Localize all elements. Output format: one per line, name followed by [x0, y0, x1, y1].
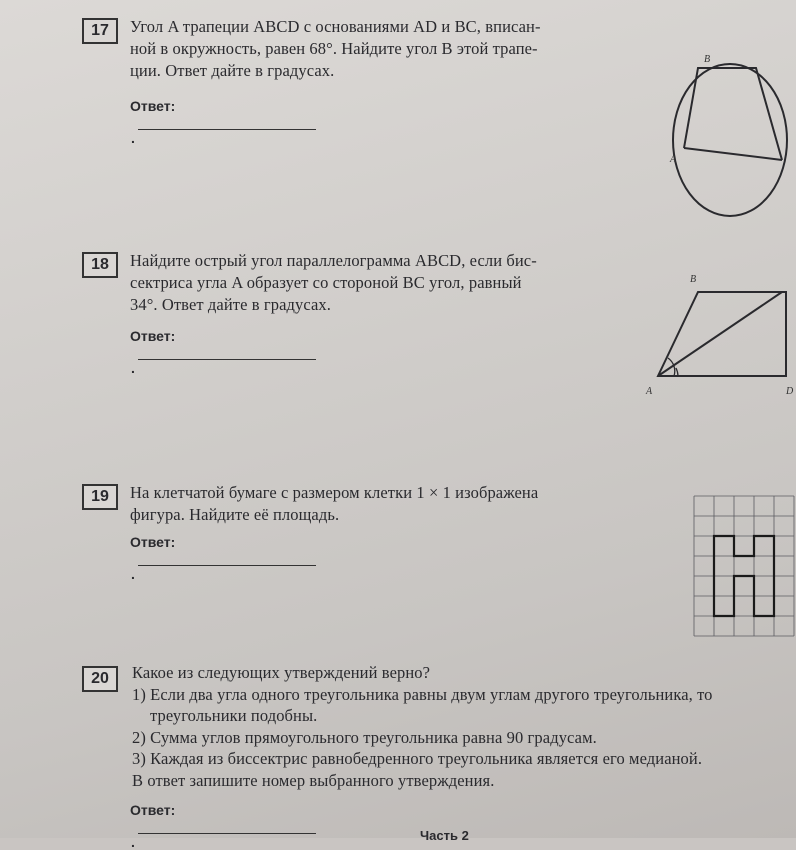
task-line: фигура. Найдите её площадь.: [130, 505, 340, 524]
answer-label: Ответ:: [130, 328, 176, 344]
statement-1-continued: треугольники подобны.: [150, 706, 318, 725]
vertex-label-b: B: [704, 54, 711, 65]
circle: [673, 64, 787, 216]
task-instruction: В ответ запишите номер выбранного утверждения.: [132, 770, 495, 790]
statement-1: 1) Если два угла одного треугольника равны двум углам другого треугольника, то: [132, 684, 713, 704]
task-line: сектриса угла A образует со стороной BC угол, равный: [130, 273, 522, 292]
grid-lines: [694, 496, 794, 636]
task-number: 17: [82, 18, 118, 44]
task-line: 34°. Ответ дайте в градусах.: [130, 295, 331, 314]
task-line: ции. Ответ дайте в градусах.: [130, 61, 335, 80]
answer-row: Ответ:.: [130, 534, 316, 582]
answer-row: Ответ:.: [130, 328, 316, 376]
task-text: [132, 662, 713, 791]
task-line: ной в окружность, равен 68°. Найдите угол B этой трапе-: [130, 39, 538, 58]
task-number: 19: [82, 484, 118, 510]
task-line: Угол A трапеции ABCD с основаниями AD и BC, вписан-: [130, 17, 541, 36]
vertex-label-b: B: [690, 274, 697, 285]
vertex-label-a: A: [646, 386, 653, 397]
task-text: [130, 482, 538, 526]
answer-field[interactable]: [138, 115, 316, 130]
answer-label: Ответ:: [130, 534, 176, 550]
statement-3: 3) Каждая из биссектрис равнобедренного треугольника является его медианой.: [132, 749, 703, 768]
vertex-label-d: D: [786, 386, 794, 397]
trapezoid-base: [684, 148, 782, 160]
grid-figure: [690, 492, 796, 650]
task-question: Какое из следующих утверждений верно?: [132, 663, 431, 682]
task-number: 18: [82, 252, 118, 278]
inscribed-trapezoid-figure: [660, 40, 796, 230]
answer-row: Ответ:.: [130, 802, 316, 850]
task-line: Найдите острый угол параллелограмма ABCD, если бис-: [130, 251, 537, 270]
task-text: [130, 16, 541, 82]
section-footer: Часть 2: [420, 828, 469, 843]
answer-field[interactable]: [138, 345, 316, 360]
task-number: 20: [82, 666, 118, 692]
answer-field[interactable]: [138, 551, 316, 566]
statement-2: 2) Сумма углов прямоугольного треугольника равна 90 градусам.: [132, 727, 597, 747]
bisector: [658, 292, 782, 376]
task-text: [130, 250, 537, 316]
answer-row: Ответ:.: [130, 98, 316, 146]
answer-label: Ответ:: [130, 98, 176, 114]
angle-arc: [676, 368, 678, 376]
answer-label: Ответ:: [130, 802, 176, 818]
task-line: На клетчатой бумаге с размером клетки 1 × 1 изображена: [130, 483, 539, 502]
vertex-label-a: A: [670, 154, 677, 165]
parallelogram-figure: [640, 270, 796, 400]
answer-field[interactable]: [138, 819, 316, 834]
